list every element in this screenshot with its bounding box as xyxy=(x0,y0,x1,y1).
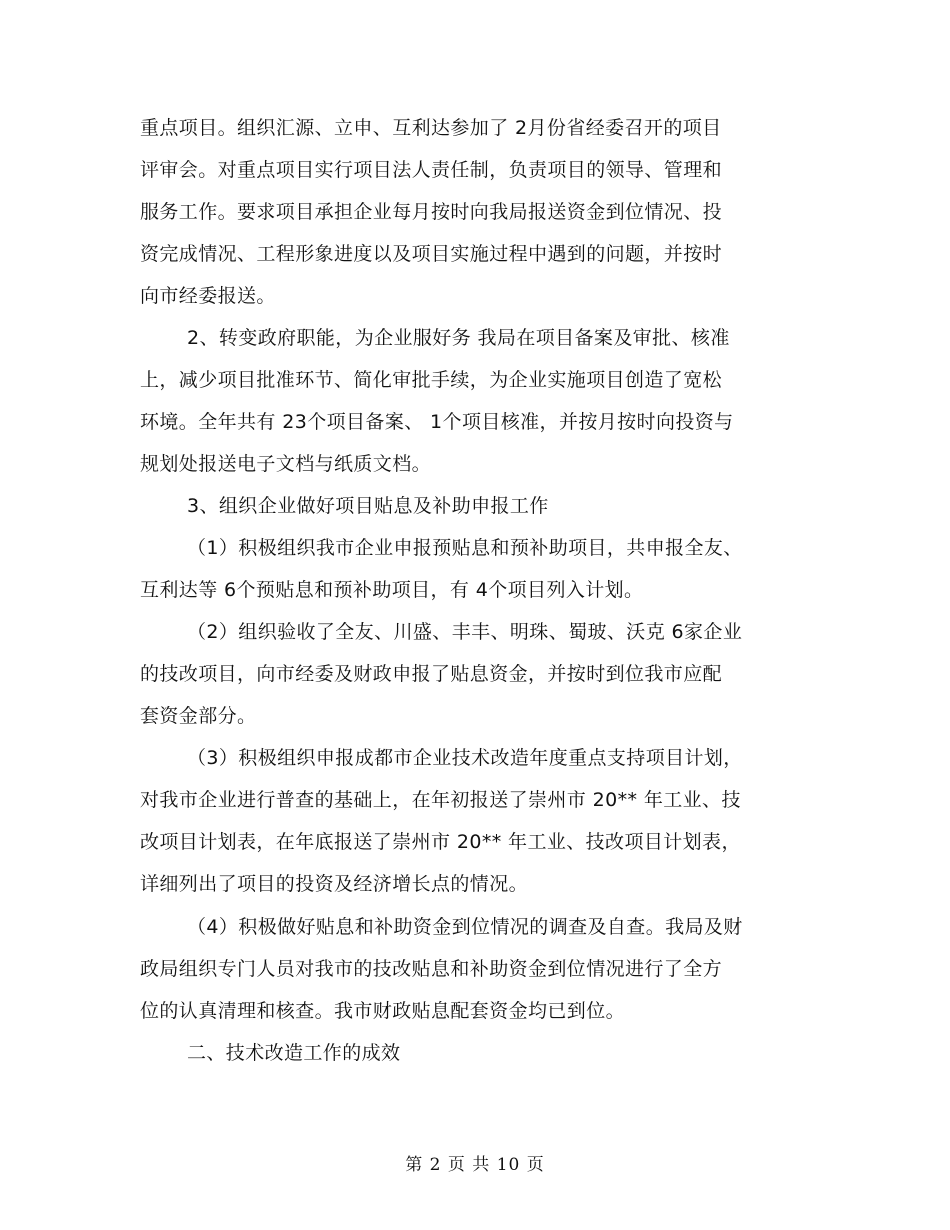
body-line-1: 重点项目。组织汇源、立申、互利达参加了 2月份省经委召开的项目 xyxy=(140,117,722,139)
body-line-17: 对我市企业进行普查的基础上，在年初报送了崇州市 20** 年工业、技 xyxy=(140,789,741,811)
body-line-21: 政局组织专门人员对我市的技改贴息和补助资金到位情况进行了全方 xyxy=(140,958,723,980)
body-line-19: 详细列出了项目的投资及经济增长点的情况。 xyxy=(140,873,529,895)
body-line-20: （4）积极做好贴息和补助资金到位情况的调查及自查。我局及财 xyxy=(187,916,743,938)
body-line-3: 服务工作。要求项目承担企业每月按时向我局报送资金到位情况、投 xyxy=(140,201,723,223)
body-line-6: 2、转变政府职能，为企业服好务 我局在项目备案及审批、核准 xyxy=(187,327,730,349)
body-line-16: （3）积极组织申报成都市企业技术改造年度重点支持项目计划， xyxy=(187,747,743,769)
page-number-footer: 第 2 页 共 10 页 xyxy=(405,1155,545,1175)
body-line-13: （2）组织验收了全友、川盛、丰丰、明珠、蜀玻、沃克 6家企业 xyxy=(187,621,743,643)
section-heading-2: 二、技术改造工作的成效 xyxy=(187,1042,401,1064)
body-line-22: 位的认真清理和核查。我市财政贴息配套资金均已到位。 xyxy=(140,1000,626,1022)
body-line-7: 上，减少项目批准环节、简化审批手续，为企业实施项目创造了宽松 xyxy=(140,369,723,391)
body-line-18: 改项目计划表，在年底报送了崇州市 20** 年工业、技改项目计划表， xyxy=(140,831,741,853)
body-line-5: 向市经委报送。 xyxy=(140,285,276,307)
body-line-11: （1）积极组织我市企业申报预贴息和预补助项目，共申报全友、 xyxy=(187,537,743,559)
body-line-14: 的技改项目，向市经委及财政申报了贴息资金，并按时到位我市应配 xyxy=(140,663,723,685)
body-line-2: 评审会。对重点项目实行项目法人责任制，负责项目的领导、管理和 xyxy=(140,159,723,181)
body-line-12: 互利达等 6个预贴息和预补助项目，有 4个项目列入计划。 xyxy=(140,579,644,601)
body-line-9: 规划处报送电子文档与纸质文档。 xyxy=(140,453,432,475)
body-line-15: 套资金部分。 xyxy=(140,705,257,727)
section-heading-3: 3、组织企业做好项目贴息及补助申报工作 xyxy=(187,495,549,517)
body-line-4: 资完成情况、工程形象进度以及项目实施过程中遇到的问题，并按时 xyxy=(140,243,723,265)
body-line-8: 环境。全年共有 23个项目备案、 1个项目核准，并按月按时向投资与 xyxy=(140,411,734,433)
